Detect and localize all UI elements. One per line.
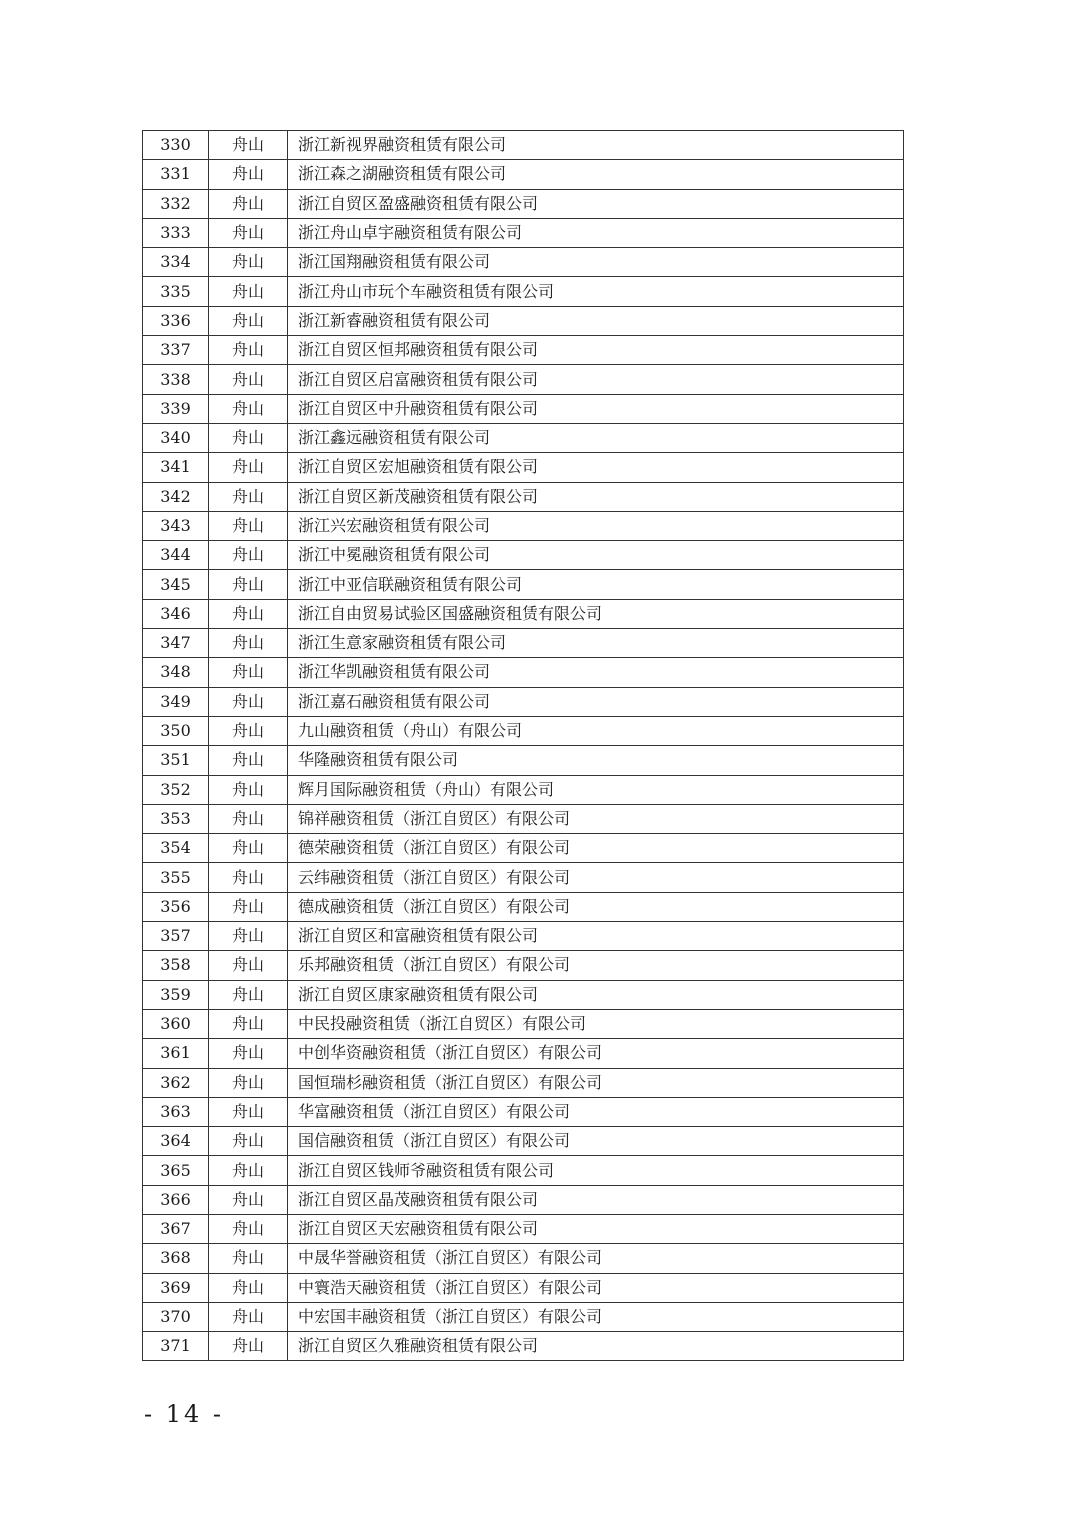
table-row: [143, 804, 904, 833]
city-cell: 舟山: [209, 951, 288, 980]
table-row: [143, 922, 904, 951]
table-row: [143, 716, 904, 745]
row-number-cell: 350: [143, 716, 209, 745]
company-name-cell: 德荣融资租赁（浙江自贸区）有限公司: [288, 834, 904, 863]
table-row: [143, 1127, 904, 1156]
company-name-cell: 国恒瑞杉融资租赁（浙江自贸区）有限公司: [288, 1068, 904, 1097]
company-name-cell: 中寰浩天融资租赁（浙江自贸区）有限公司: [288, 1273, 904, 1302]
table-row: [143, 1097, 904, 1126]
city-cell: 舟山: [209, 570, 288, 599]
row-number-cell: 363: [143, 1097, 209, 1126]
row-number-cell: 371: [143, 1332, 209, 1361]
table-row: [143, 453, 904, 482]
city-cell: 舟山: [209, 160, 288, 189]
table-row: [143, 1302, 904, 1331]
table-row: [143, 980, 904, 1009]
city-cell: 舟山: [209, 365, 288, 394]
table-row: [143, 629, 904, 658]
row-number-cell: 338: [143, 365, 209, 394]
row-number-cell: 346: [143, 599, 209, 628]
company-name-cell: 浙江国翔融资租赁有限公司: [288, 248, 904, 277]
city-cell: 舟山: [209, 834, 288, 863]
table-row: [143, 746, 904, 775]
city-cell: 舟山: [209, 1214, 288, 1243]
company-name-cell: 浙江自贸区和富融资租赁有限公司: [288, 922, 904, 951]
row-number-cell: 351: [143, 746, 209, 775]
city-cell: 舟山: [209, 336, 288, 365]
row-number-cell: 367: [143, 1214, 209, 1243]
city-cell: 舟山: [209, 541, 288, 570]
page-number: - 14 -: [144, 1400, 225, 1428]
row-number-cell: 355: [143, 863, 209, 892]
company-name-cell: 华隆融资租赁有限公司: [288, 746, 904, 775]
company-name-cell: 浙江兴宏融资租赁有限公司: [288, 511, 904, 540]
table-row: [143, 658, 904, 687]
city-cell: 舟山: [209, 277, 288, 306]
table-row: [143, 599, 904, 628]
table-row: [143, 1009, 904, 1038]
company-name-cell: 国信融资租赁（浙江自贸区）有限公司: [288, 1127, 904, 1156]
company-name-cell: 浙江生意家融资租赁有限公司: [288, 629, 904, 658]
company-name-cell: 浙江中冕融资租赁有限公司: [288, 541, 904, 570]
company-name-cell: 浙江自贸区恒邦融资租赁有限公司: [288, 336, 904, 365]
table-row: [143, 1244, 904, 1273]
table-row: [143, 1332, 904, 1361]
row-number-cell: 339: [143, 394, 209, 423]
company-name-cell: 浙江舟山卓宇融资租赁有限公司: [288, 218, 904, 247]
table-row: [143, 511, 904, 540]
city-cell: 舟山: [209, 248, 288, 277]
table-row: [143, 834, 904, 863]
table-row: [143, 482, 904, 511]
city-cell: 舟山: [209, 922, 288, 951]
city-cell: 舟山: [209, 863, 288, 892]
row-number-cell: 353: [143, 804, 209, 833]
table-row: [143, 892, 904, 921]
table-row: [143, 1214, 904, 1243]
table-row: [143, 423, 904, 452]
city-cell: 舟山: [209, 599, 288, 628]
row-number-cell: 331: [143, 160, 209, 189]
city-cell: 舟山: [209, 892, 288, 921]
row-number-cell: 361: [143, 1039, 209, 1068]
city-cell: 舟山: [209, 1039, 288, 1068]
city-cell: 舟山: [209, 746, 288, 775]
table-row: [143, 218, 904, 247]
table-row: [143, 1068, 904, 1097]
table-row: [143, 1039, 904, 1068]
row-number-cell: 370: [143, 1302, 209, 1331]
company-name-cell: 浙江新睿融资租赁有限公司: [288, 306, 904, 335]
company-name-cell: 乐邦融资租赁（浙江自贸区）有限公司: [288, 951, 904, 980]
company-name-cell: 中创华资融资租赁（浙江自贸区）有限公司: [288, 1039, 904, 1068]
city-cell: 舟山: [209, 131, 288, 160]
table-row: [143, 277, 904, 306]
company-name-cell: 中民投融资租赁（浙江自贸区）有限公司: [288, 1009, 904, 1038]
row-number-cell: 340: [143, 423, 209, 452]
company-name-cell: 浙江自贸区宏旭融资租赁有限公司: [288, 453, 904, 482]
company-name-cell: 浙江鑫远融资租赁有限公司: [288, 423, 904, 452]
row-number-cell: 347: [143, 629, 209, 658]
company-name-cell: 浙江自贸区新茂融资租赁有限公司: [288, 482, 904, 511]
row-number-cell: 360: [143, 1009, 209, 1038]
company-name-cell: 浙江自贸区晶茂融资租赁有限公司: [288, 1185, 904, 1214]
city-cell: 舟山: [209, 687, 288, 716]
row-number-cell: 344: [143, 541, 209, 570]
company-name-cell: 德成融资租赁（浙江自贸区）有限公司: [288, 892, 904, 921]
city-cell: 舟山: [209, 1302, 288, 1331]
city-cell: 舟山: [209, 394, 288, 423]
table-row: [143, 248, 904, 277]
company-name-cell: 浙江自贸区久雅融资租赁有限公司: [288, 1332, 904, 1361]
city-cell: 舟山: [209, 1273, 288, 1302]
company-name-cell: 浙江嘉石融资租赁有限公司: [288, 687, 904, 716]
city-cell: 舟山: [209, 980, 288, 1009]
table-row: [143, 336, 904, 365]
company-name-cell: 中晟华誉融资租赁（浙江自贸区）有限公司: [288, 1244, 904, 1273]
city-cell: 舟山: [209, 1009, 288, 1038]
row-number-cell: 364: [143, 1127, 209, 1156]
table-row: [143, 306, 904, 335]
city-cell: 舟山: [209, 716, 288, 745]
row-number-cell: 332: [143, 189, 209, 218]
company-name-cell: 浙江森之湖融资租赁有限公司: [288, 160, 904, 189]
row-number-cell: 366: [143, 1185, 209, 1214]
company-name-cell: 锦祥融资租赁（浙江自贸区）有限公司: [288, 804, 904, 833]
city-cell: 舟山: [209, 189, 288, 218]
company-name-cell: 云纬融资租赁（浙江自贸区）有限公司: [288, 863, 904, 892]
row-number-cell: 333: [143, 218, 209, 247]
company-name-cell: 浙江自贸区康家融资租赁有限公司: [288, 980, 904, 1009]
company-name-cell: 九山融资租赁（舟山）有限公司: [288, 716, 904, 745]
table-row: [143, 863, 904, 892]
company-name-cell: 浙江自贸区盈盛融资租赁有限公司: [288, 189, 904, 218]
city-cell: 舟山: [209, 804, 288, 833]
city-cell: 舟山: [209, 775, 288, 804]
table-row: [143, 365, 904, 394]
table-row: [143, 541, 904, 570]
company-name-cell: 浙江自由贸易试验区国盛融资租赁有限公司: [288, 599, 904, 628]
row-number-cell: 330: [143, 131, 209, 160]
row-number-cell: 362: [143, 1068, 209, 1097]
company-name-cell: 浙江华凯融资租赁有限公司: [288, 658, 904, 687]
company-name-cell: 辉月国际融资租赁（舟山）有限公司: [288, 775, 904, 804]
city-cell: 舟山: [209, 511, 288, 540]
city-cell: 舟山: [209, 1097, 288, 1126]
table-row: [143, 951, 904, 980]
row-number-cell: 359: [143, 980, 209, 1009]
table-row: [143, 687, 904, 716]
row-number-cell: 358: [143, 951, 209, 980]
row-number-cell: 345: [143, 570, 209, 599]
row-number-cell: 335: [143, 277, 209, 306]
table-row: [143, 1185, 904, 1214]
company-name-cell: 浙江新视界融资租赁有限公司: [288, 131, 904, 160]
company-name-cell: 浙江自贸区天宏融资租赁有限公司: [288, 1214, 904, 1243]
row-number-cell: 357: [143, 922, 209, 951]
table-row: [143, 1273, 904, 1302]
city-cell: 舟山: [209, 1127, 288, 1156]
company-name-cell: 浙江舟山市玩个车融资租赁有限公司: [288, 277, 904, 306]
row-number-cell: 334: [143, 248, 209, 277]
table-row: [143, 775, 904, 804]
row-number-cell: 336: [143, 306, 209, 335]
city-cell: 舟山: [209, 1068, 288, 1097]
city-cell: 舟山: [209, 482, 288, 511]
city-cell: 舟山: [209, 1185, 288, 1214]
company-name-cell: 中宏国丰融资租赁（浙江自贸区）有限公司: [288, 1302, 904, 1331]
city-cell: 舟山: [209, 1332, 288, 1361]
row-number-cell: 348: [143, 658, 209, 687]
row-number-cell: 356: [143, 892, 209, 921]
table-row: [143, 131, 904, 160]
city-cell: 舟山: [209, 306, 288, 335]
city-cell: 舟山: [209, 453, 288, 482]
row-number-cell: 341: [143, 453, 209, 482]
row-number-cell: 349: [143, 687, 209, 716]
company-name-cell: 华富融资租赁（浙江自贸区）有限公司: [288, 1097, 904, 1126]
table-row: [143, 394, 904, 423]
company-name-cell: 浙江自贸区启富融资租赁有限公司: [288, 365, 904, 394]
company-name-cell: 浙江自贸区钱师爷融资租赁有限公司: [288, 1156, 904, 1185]
city-cell: 舟山: [209, 1156, 288, 1185]
city-cell: 舟山: [209, 423, 288, 452]
city-cell: 舟山: [209, 218, 288, 247]
city-cell: 舟山: [209, 1244, 288, 1273]
row-number-cell: 354: [143, 834, 209, 863]
company-name-cell: 浙江中亚信联融资租赁有限公司: [288, 570, 904, 599]
table-row: [143, 160, 904, 189]
row-number-cell: 365: [143, 1156, 209, 1185]
row-number-cell: 369: [143, 1273, 209, 1302]
row-number-cell: 342: [143, 482, 209, 511]
row-number-cell: 343: [143, 511, 209, 540]
city-cell: 舟山: [209, 629, 288, 658]
row-number-cell: 352: [143, 775, 209, 804]
row-number-cell: 368: [143, 1244, 209, 1273]
table-body: [143, 131, 904, 1361]
company-list-table: [142, 130, 904, 1361]
city-cell: 舟山: [209, 658, 288, 687]
row-number-cell: 337: [143, 336, 209, 365]
table-row: [143, 1156, 904, 1185]
table-row: [143, 570, 904, 599]
table-row: [143, 189, 904, 218]
company-name-cell: 浙江自贸区中升融资租赁有限公司: [288, 394, 904, 423]
